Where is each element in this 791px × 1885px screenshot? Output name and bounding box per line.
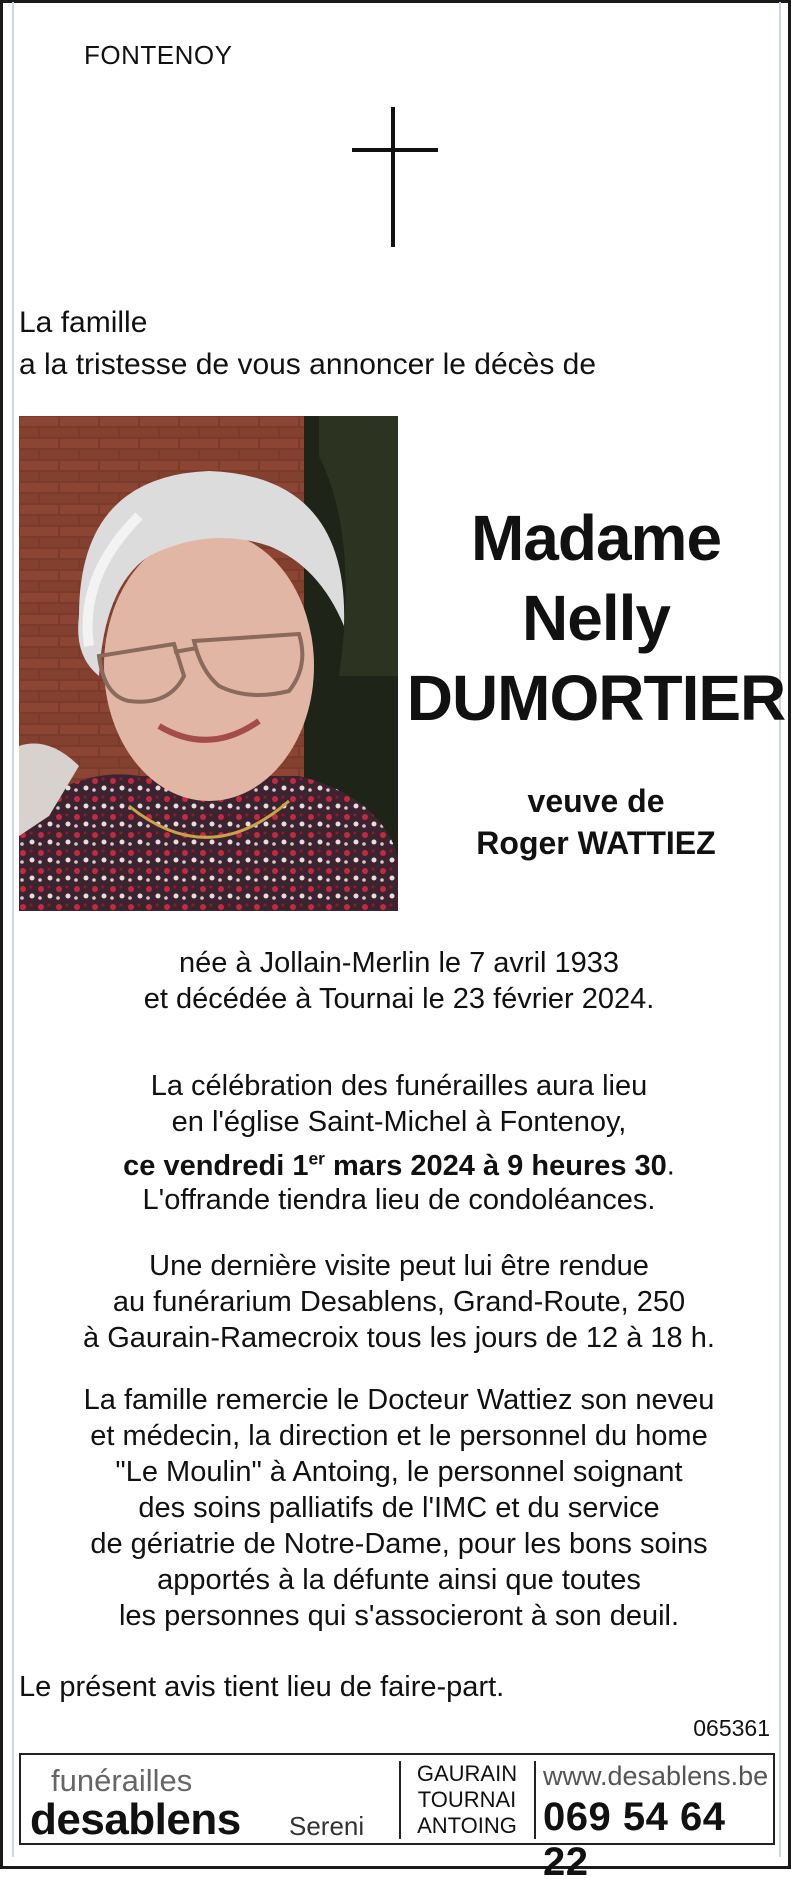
death-line: et décédée à Tournai le 23 février 2024. <box>143 983 655 1015</box>
intro-line-1: La famille <box>19 306 148 339</box>
closing-line: Le présent avis tient lieu de faire-part. <box>19 1671 505 1703</box>
brand-small: funérailles <box>51 1763 193 1798</box>
birth-line: née à Jollain-Merlin le 7 avril 1933 <box>178 947 620 979</box>
intro-text <box>19 302 596 386</box>
footer-divider <box>399 1761 401 1839</box>
brand-logo: desablens <box>30 1795 241 1844</box>
visit-line-2: au funérarium Desablens, Grand-Route, 250 <box>112 1286 686 1318</box>
location-item: ANTOING <box>417 1813 517 1838</box>
reference-number: 065361 <box>693 1715 770 1741</box>
phone-number[interactable]: 069 54 64 22 <box>543 1795 726 1884</box>
funeral-line-2: en l'église Saint-Michel à Fontenoy, <box>171 1106 627 1138</box>
funeral-date-end: . <box>666 1149 675 1182</box>
town-heading: FONTENOY <box>84 40 233 70</box>
funeral-line-1: La célébration des funérailles aura lieu <box>150 1070 648 1102</box>
offering-line: L'offrande tiendra lieu de condoléances. <box>142 1184 656 1216</box>
thanks-line-6: apportés à la défunte ainsi que toutes <box>157 1564 641 1596</box>
visit-line-3: à Gaurain-Ramecroix tous les jours de 12 à 18 h. <box>83 1322 715 1354</box>
name-last: DUMORTIER <box>406 662 786 734</box>
intro-line-2: a la tristesse de vous annoncer le décès de <box>19 348 597 381</box>
birth-death-block <box>19 945 779 1017</box>
portrait-photo <box>19 416 398 911</box>
thanks-block <box>19 1382 779 1634</box>
thanks-line-2: et médecin, la direction et le personnel du home <box>90 1420 708 1452</box>
location-item: GAURAIN <box>416 1761 518 1786</box>
funeral-date-sup: er <box>308 1148 325 1168</box>
funeral-date-line <box>19 1140 779 1184</box>
location-item: TOURNAI <box>417 1787 517 1812</box>
locations-list <box>405 1761 529 1839</box>
funeral-home-footer <box>19 1753 775 1884</box>
funeral-date-prefix: ce vendredi 1 <box>123 1149 309 1182</box>
cross-icon-vertical <box>391 107 395 247</box>
funeral-date-rest: mars 2024 à 9 heures 30 <box>324 1149 667 1182</box>
name-first: Nelly <box>522 582 670 654</box>
funeral-block <box>19 1068 779 1184</box>
cross-icon-horizontal <box>352 148 438 152</box>
visit-block <box>19 1248 779 1356</box>
visit-line-1: Une dernière visite peut lui être rendue <box>149 1250 649 1282</box>
thanks-line-3: "Le Moulin" à Antoing, le personnel soignant <box>115 1456 683 1488</box>
thanks-line-5: de gériatrie de Notre-Dame, pour les bons soins <box>90 1528 708 1560</box>
brand-suffix: Sereni <box>289 1811 365 1841</box>
footer-divider <box>534 1761 536 1839</box>
widow-of <box>400 780 791 864</box>
website-link[interactable]: www.desablens.be <box>543 1761 769 1791</box>
name-title: Madame <box>470 502 722 574</box>
spouse-name: Roger WATTIEZ <box>476 825 716 861</box>
widow-label: veuve de <box>527 783 665 819</box>
deceased-name <box>400 498 791 738</box>
thanks-line-4: des soins palliatifs de l'IMC et du service <box>138 1492 660 1524</box>
thanks-line-7: les personnes qui s'associeront à son deuil. <box>118 1600 680 1632</box>
thanks-line-1: La famille remercie le Docteur Wattiez son neveu <box>83 1384 715 1416</box>
